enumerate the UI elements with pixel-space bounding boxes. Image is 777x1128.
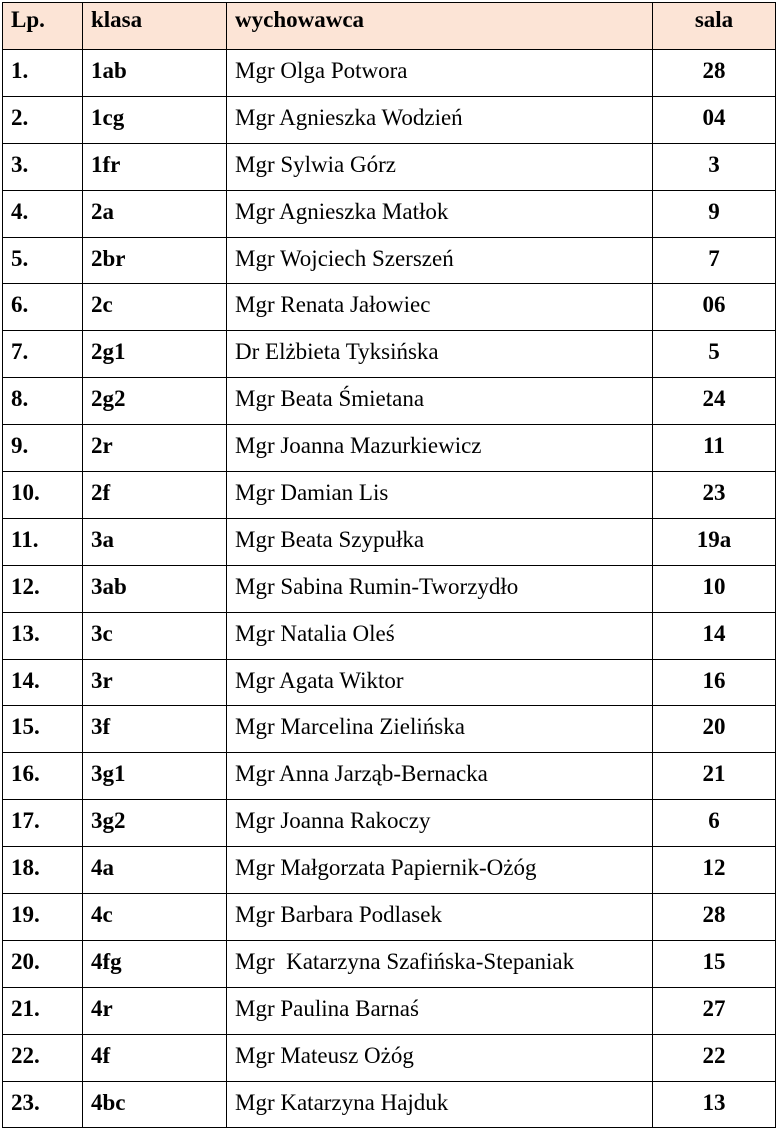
row-number: 14. [3, 659, 83, 706]
teacher-name: Mgr Natalia Oleś [227, 612, 653, 659]
class-name: 3g1 [83, 753, 227, 800]
table-row [3, 612, 776, 659]
teacher-name: Mgr Mateusz Ożóg [227, 1034, 653, 1081]
header-wychowawca: wychowawca [227, 3, 653, 50]
room-number: 13 [653, 1081, 776, 1128]
class-name: 4bc [83, 1081, 227, 1128]
class-name: 3g2 [83, 800, 227, 847]
teacher-name: Mgr Marcelina Zielińska [227, 706, 653, 753]
class-name: 3a [83, 518, 227, 565]
class-teachers-table [2, 2, 776, 1128]
teacher-name: Mgr Agnieszka Matłok [227, 190, 653, 237]
table-row [3, 894, 776, 941]
row-number: 15. [3, 706, 83, 753]
table-row [3, 753, 776, 800]
table-row [3, 1034, 776, 1081]
table-row [3, 190, 776, 237]
room-number: 20 [653, 706, 776, 753]
row-number: 11. [3, 518, 83, 565]
class-name: 4fg [83, 940, 227, 987]
room-number: 24 [653, 378, 776, 425]
table-row [3, 237, 776, 284]
row-number: 3. [3, 143, 83, 190]
table-row [3, 659, 776, 706]
teacher-name: Mgr Joanna Rakoczy [227, 800, 653, 847]
class-name: 4f [83, 1034, 227, 1081]
class-name: 2c [83, 284, 227, 331]
class-name: 2f [83, 472, 227, 519]
table-row [3, 96, 776, 143]
room-number: 10 [653, 565, 776, 612]
class-name: 1cg [83, 96, 227, 143]
room-number: 28 [653, 50, 776, 97]
table-row [3, 472, 776, 519]
row-number: 21. [3, 987, 83, 1034]
row-number: 18. [3, 847, 83, 894]
room-number: 5 [653, 331, 776, 378]
row-number: 6. [3, 284, 83, 331]
room-number: 15 [653, 940, 776, 987]
table-row [3, 518, 776, 565]
teacher-name: Mgr Katarzyna Szafińska-Stepaniak [227, 940, 653, 987]
teacher-name: Mgr Sabina Rumin-Tworzydło [227, 565, 653, 612]
class-name: 2g1 [83, 331, 227, 378]
room-number: 7 [653, 237, 776, 284]
teacher-name: Mgr Wojciech Szerszeń [227, 237, 653, 284]
class-name: 1ab [83, 50, 227, 97]
row-number: 9. [3, 425, 83, 472]
class-name: 3f [83, 706, 227, 753]
class-name: 4c [83, 894, 227, 941]
room-number: 3 [653, 143, 776, 190]
class-name: 3r [83, 659, 227, 706]
table-row [3, 378, 776, 425]
table-row [3, 940, 776, 987]
teacher-name: Mgr Barbara Podlasek [227, 894, 653, 941]
room-number: 23 [653, 472, 776, 519]
row-number: 10. [3, 472, 83, 519]
row-number: 23. [3, 1081, 83, 1128]
class-name: 4r [83, 987, 227, 1034]
room-number: 11 [653, 425, 776, 472]
room-number: 27 [653, 987, 776, 1034]
teacher-name: Mgr Beata Szypułka [227, 518, 653, 565]
row-number: 12. [3, 565, 83, 612]
class-name: 4a [83, 847, 227, 894]
room-number: 06 [653, 284, 776, 331]
teacher-name: Mgr Damian Lis [227, 472, 653, 519]
table-row [3, 565, 776, 612]
class-name: 3ab [83, 565, 227, 612]
table-row [3, 50, 776, 97]
teacher-name: Mgr Beata Śmietana [227, 378, 653, 425]
teacher-name: Mgr Małgorzata Papiernik-Ożóg [227, 847, 653, 894]
class-name: 2br [83, 237, 227, 284]
teacher-name: Mgr Sylwia Górz [227, 143, 653, 190]
teacher-name: Mgr Joanna Mazurkiewicz [227, 425, 653, 472]
room-number: 22 [653, 1034, 776, 1081]
table-row [3, 706, 776, 753]
row-number: 1. [3, 50, 83, 97]
class-name: 2a [83, 190, 227, 237]
header-sala: sala [653, 3, 776, 50]
table-row [3, 987, 776, 1034]
header-row [3, 3, 776, 50]
room-number: 21 [653, 753, 776, 800]
teacher-name: Mgr Olga Potwora [227, 50, 653, 97]
teacher-name: Mgr Renata Jałowiec [227, 284, 653, 331]
teacher-name: Mgr Agata Wiktor [227, 659, 653, 706]
class-name: 3c [83, 612, 227, 659]
teacher-name: Mgr Paulina Barnaś [227, 987, 653, 1034]
room-number: 19a [653, 518, 776, 565]
room-number: 04 [653, 96, 776, 143]
row-number: 22. [3, 1034, 83, 1081]
table-row [3, 800, 776, 847]
row-number: 19. [3, 894, 83, 941]
teacher-name: Mgr Katarzyna Hajduk [227, 1081, 653, 1128]
teacher-name: Mgr Agnieszka Wodzień [227, 96, 653, 143]
class-name: 2g2 [83, 378, 227, 425]
table-row [3, 143, 776, 190]
class-name: 1fr [83, 143, 227, 190]
room-number: 28 [653, 894, 776, 941]
room-number: 9 [653, 190, 776, 237]
room-number: 6 [653, 800, 776, 847]
table-row [3, 331, 776, 378]
row-number: 4. [3, 190, 83, 237]
row-number: 2. [3, 96, 83, 143]
class-name: 2r [83, 425, 227, 472]
table-row [3, 1081, 776, 1128]
row-number: 20. [3, 940, 83, 987]
teacher-name: Mgr Anna Jarząb-Bernacka [227, 753, 653, 800]
row-number: 7. [3, 331, 83, 378]
table-row [3, 847, 776, 894]
row-number: 13. [3, 612, 83, 659]
header-klasa: klasa [83, 3, 227, 50]
room-number: 16 [653, 659, 776, 706]
table-body [3, 50, 776, 1128]
row-number: 8. [3, 378, 83, 425]
teacher-name: Dr Elżbieta Tyksińska [227, 331, 653, 378]
table-row [3, 284, 776, 331]
row-number: 17. [3, 800, 83, 847]
row-number: 5. [3, 237, 83, 284]
room-number: 12 [653, 847, 776, 894]
row-number: 16. [3, 753, 83, 800]
table-row [3, 425, 776, 472]
room-number: 14 [653, 612, 776, 659]
table-header [3, 3, 776, 50]
header-lp: Lp. [3, 3, 83, 50]
